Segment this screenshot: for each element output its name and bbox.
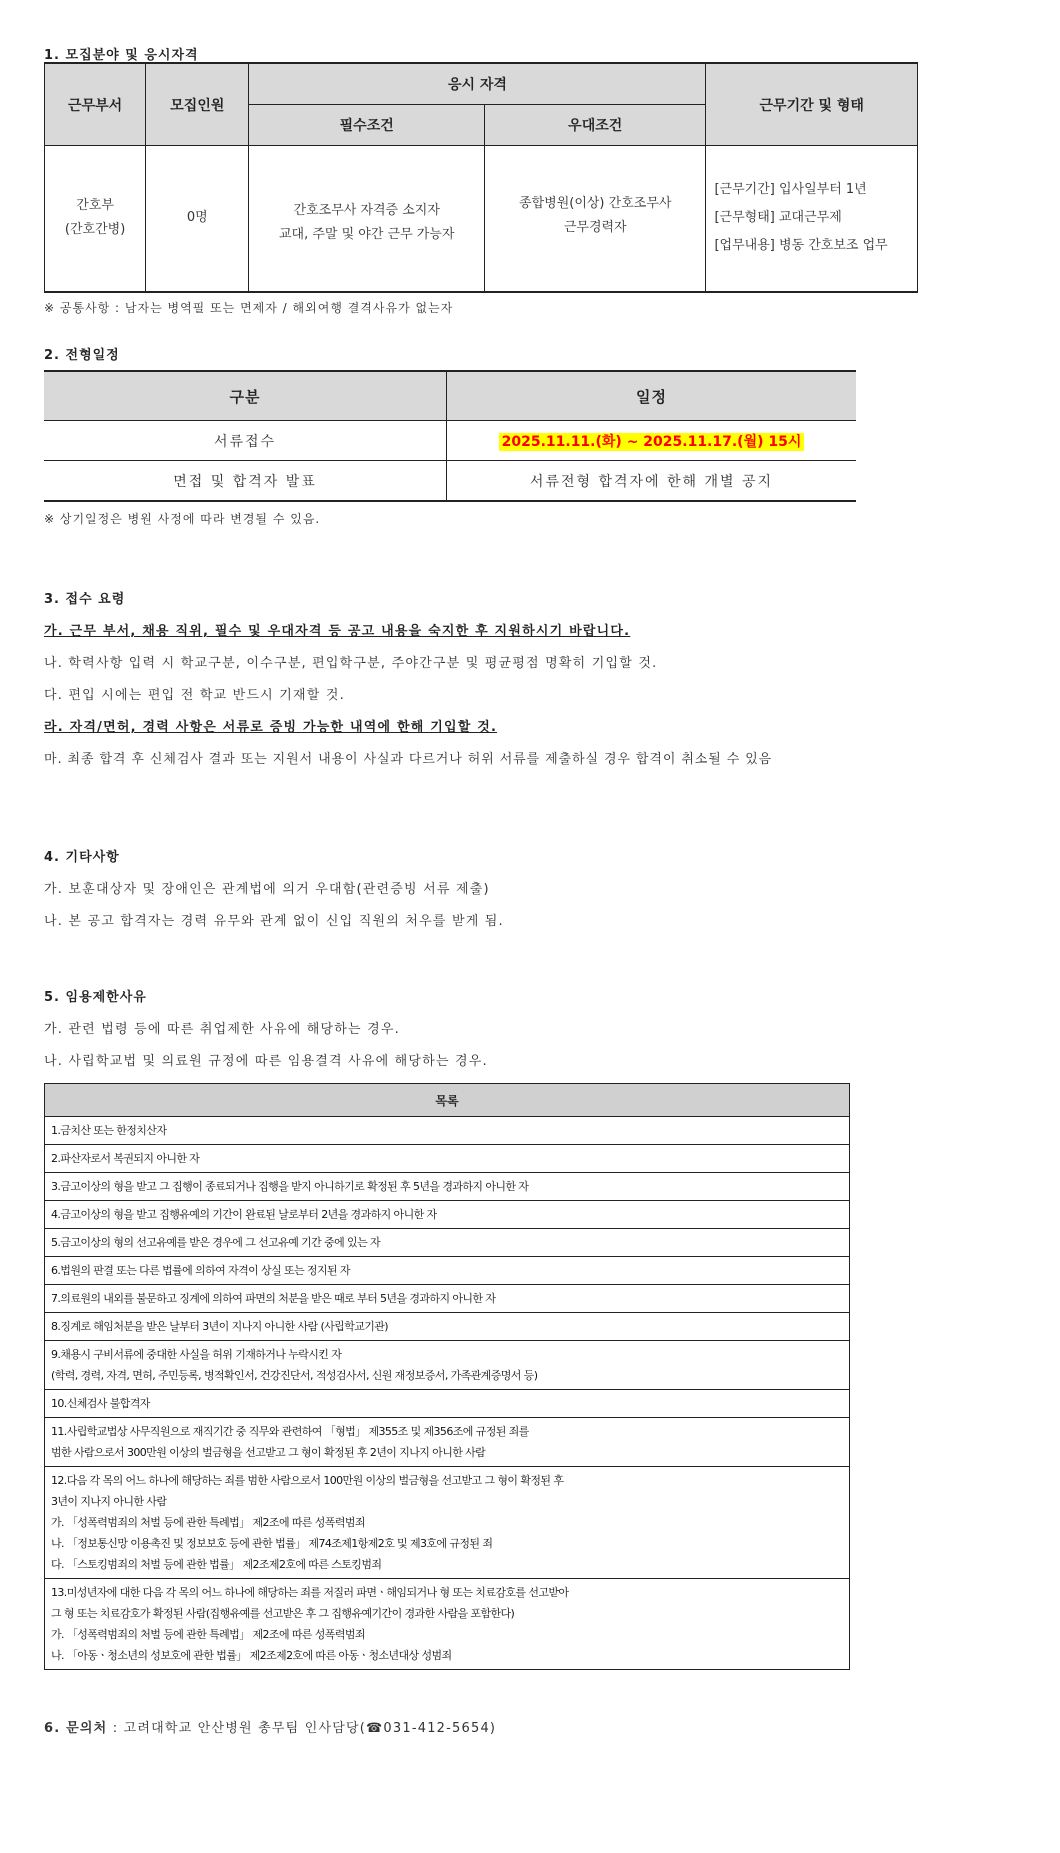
- table-row: [45, 1341, 850, 1390]
- cell-line: 가. 「성폭력범죄의 처벌 등에 관한 특례법」 제2조에 따른 성폭력범죄: [51, 1628, 365, 1641]
- section-2-note: ※ 상기일정은 병원 사정에 따라 변경될 수 있음.: [44, 512, 321, 526]
- contact-line: [44, 1717, 496, 1736]
- table-row: [45, 1390, 850, 1418]
- list-item: 다. 편입 시에는 편입 전 학교 반드시 기재할 것.: [44, 688, 345, 703]
- cell-line: 10.신체검사 불합격자: [51, 1397, 150, 1410]
- table-cell: [45, 1145, 850, 1173]
- highlighted-date: 2025.11.11.(화) ~ 2025.11.17.(월) 15시: [499, 433, 805, 451]
- cell-line: 9.채용시 구비서류에 중대한 사실을 허위 기재하거나 누락시킨 자: [51, 1348, 342, 1361]
- section-3-title: 3. 접수 요령: [44, 592, 126, 607]
- table-cell: [45, 1257, 850, 1285]
- table-row: [45, 1229, 850, 1257]
- table-cell: [45, 1418, 850, 1467]
- cell-line: 3년이 지나지 아니한 사람: [51, 1495, 167, 1508]
- table-row: [45, 1418, 850, 1467]
- section-4-title: 4. 기타사항: [44, 850, 120, 865]
- cell-line: 범한 사람으로서 300만원 이상의 벌금형을 선고받고 그 형이 확정된 후 2년이 지나지 아니한 사람: [51, 1446, 486, 1459]
- table-cell: [45, 1201, 850, 1229]
- cell-line: 3.금고이상의 형을 받고 그 집행이 종료되거나 집행을 받지 아니하기로 확정된 후 5년을 경과하지 아니한 자: [51, 1180, 529, 1193]
- cell-line: 13.미성년자에 대한 다음 각 목의 어느 하나에 해당하는 죄를 저질러 파면ㆍ해임되거나 형 또는 치료감호를 선고받아: [51, 1586, 569, 1599]
- list-item: 가. 근무 부서, 채용 직위, 필수 및 우대자격 등 공고 내용을 숙지한 후 지원하시기 바랍니다.: [44, 624, 631, 639]
- recruitment-table: [44, 62, 918, 293]
- section-5-title: 5. 임용제한사유: [44, 990, 147, 1005]
- list-item: 나. 본 공고 합격자는 경력 유무와 관계 없이 신입 직원의 처우를 받게 됨.: [44, 914, 504, 929]
- list-item: 가. 보훈대상자 및 장애인은 관계법에 의거 우대함(관련증빙 서류 제출): [44, 882, 490, 897]
- cell-line: 12.다음 각 목의 어느 하나에 해당하는 죄를 범한 사람으로서 100만원 이상의 벌금형을 선고받고 그 형이 확정된 후: [51, 1474, 564, 1487]
- list-item: 마. 최종 합격 후 신체검사 결과 또는 지원서 내용이 사실과 다르거나 허위 서류를 제출하실 경우 합격이 취소될 수 있음: [44, 752, 773, 767]
- cell-line: 11.사립학교법상 사무직원으로 재직기간 중 직무와 관련하여 「형법」 제355조 및 제356조에 규정된 죄를: [51, 1425, 529, 1438]
- table-row: [45, 1173, 850, 1201]
- header-qualification: 응시 자격: [249, 63, 706, 105]
- header-category: 구분: [44, 371, 447, 421]
- cell-line: 4.금고이상의 형을 받고 집행유예의 기간이 완료된 날로부터 2년을 경과하지 아니한 자: [51, 1208, 437, 1221]
- cell-count: 0명: [146, 146, 249, 292]
- cell-line: 7.의료원의 내외를 불문하고 징계에 의하여 파면의 처분을 받은 때로 부터 5년을 경과하지 아니한 자: [51, 1292, 496, 1305]
- section-6-title: 6. 문의처: [44, 1721, 108, 1736]
- list-item: 나. 학력사항 입력 시 학교구분, 이수구분, 편입학구분, 주야간구분 및 평균평점 명확히 기입할 것.: [44, 656, 658, 671]
- schedule-label: 면접 및 합격자 발표: [44, 461, 447, 502]
- section-1-note: ※ 공통사항 : 남자는 병역필 또는 면제자 / 해외여행 결격사유가 없는자: [44, 301, 454, 315]
- header-count: 모집인원: [146, 63, 249, 146]
- cell-dept: 간호부 (간호간병): [45, 146, 146, 292]
- table-cell: [45, 1117, 850, 1145]
- table-row: [45, 1257, 850, 1285]
- table-row: [45, 1579, 850, 1670]
- header-period: 근무기간 및 형태: [706, 63, 918, 146]
- header-preferred: 우대조건: [484, 105, 706, 146]
- schedule-value: 서류전형 합격자에 한해 개별 공지: [529, 473, 774, 490]
- table-cell: [45, 1579, 850, 1670]
- schedule-label: 서류접수: [44, 421, 447, 461]
- table-cell: [45, 1173, 850, 1201]
- table-cell: [45, 1229, 850, 1257]
- cell-line: 나. 「아동ㆍ청소년의 성보호에 관한 법률」 제2조제2호에 따른 아동ㆍ청소년대상 성범죄: [51, 1649, 452, 1662]
- table-row: [45, 1285, 850, 1313]
- cell-line: 6.법원의 판결 또는 다른 법률에 의하여 자격이 상실 또는 정지된 자: [51, 1264, 350, 1277]
- cell-preferred: 종합병원(이상) 간호조무사 근무경력자: [484, 146, 706, 292]
- table-row: [45, 1145, 850, 1173]
- cell-line: 가. 「성폭력범죄의 처벌 등에 관한 특례법」 제2조에 따른 성폭력범죄: [51, 1516, 365, 1529]
- header-schedule: 일정: [447, 371, 857, 421]
- disqualification-table: [44, 1083, 850, 1670]
- cell-line: 5.금고이상의 형의 선고유예를 받은 경우에 그 선고유예 기간 중에 있는 자: [51, 1236, 381, 1249]
- list-item: 나. 사립학교법 및 의료원 규정에 따른 임용결격 사유에 해당하는 경우.: [44, 1054, 488, 1069]
- header-dept: 근무부서: [45, 63, 146, 146]
- table-cell: [45, 1285, 850, 1313]
- cell-line: 나. 「정보통신망 이용촉진 및 정보보호 등에 관한 법률」 제74조제1항제2호 및 제3호에 규정된 죄: [51, 1537, 493, 1550]
- cell-line: (학력, 경력, 자격, 면허, 주민등록, 병적확인서, 건강진단서, 적성검사서, 신원 재정보증서, 가족관계증명서 등): [51, 1369, 538, 1382]
- section-1-title: 1. 모집분야 및 응시자격: [44, 48, 199, 63]
- cell-line: 다. 「스토킹범죄의 처벌 등에 관한 법률」 제2조제2호에 따른 스토킹범죄: [51, 1558, 382, 1571]
- cell-line: 1.금치산 또는 한정치산자: [51, 1124, 167, 1137]
- header-list: 목록: [45, 1084, 850, 1117]
- schedule-table: [44, 370, 856, 502]
- table-row: [45, 1117, 850, 1145]
- table-row: [45, 1201, 850, 1229]
- section-2-title: 2. 전형일정: [44, 348, 120, 363]
- table-cell: [45, 1390, 850, 1418]
- schedule-value: [447, 421, 857, 461]
- list-item: 라. 자격/면허, 경력 사항은 서류로 증빙 가능한 내역에 한해 기입할 것.: [44, 720, 498, 735]
- contact-text: : 고려대학교 안산병원 총무팀 인사담당(☎031-412-5654): [107, 1721, 497, 1736]
- table-cell: [45, 1467, 850, 1579]
- list-item: 가. 관련 법령 등에 따른 취업제한 사유에 해당하는 경우.: [44, 1022, 400, 1037]
- table-cell: [45, 1341, 850, 1390]
- cell-line: 8.징계로 해임처분을 받은 날부터 3년이 지나지 아니한 사람 (사립학교기관): [51, 1320, 389, 1333]
- header-required: 필수조건: [249, 105, 485, 146]
- cell-required: 간호조무사 자격증 소지자 교대, 주말 및 야간 근무 가능자: [249, 146, 485, 292]
- cell-period: [근무기간] 입사일부터 1년 [근무형태] 교대근무제 [업무내용] 병동 간호보조 업무: [706, 146, 918, 292]
- cell-line: 2.파산자로서 복권되지 아니한 자: [51, 1152, 200, 1165]
- cell-line: 그 형 또는 치료감호가 확정된 사람(집행유예를 선고받은 후 그 집행유예기간이 경과한 사람을 포함한다): [51, 1607, 515, 1620]
- table-row: [45, 1467, 850, 1579]
- table-cell: [45, 1313, 850, 1341]
- table-row: [45, 1313, 850, 1341]
